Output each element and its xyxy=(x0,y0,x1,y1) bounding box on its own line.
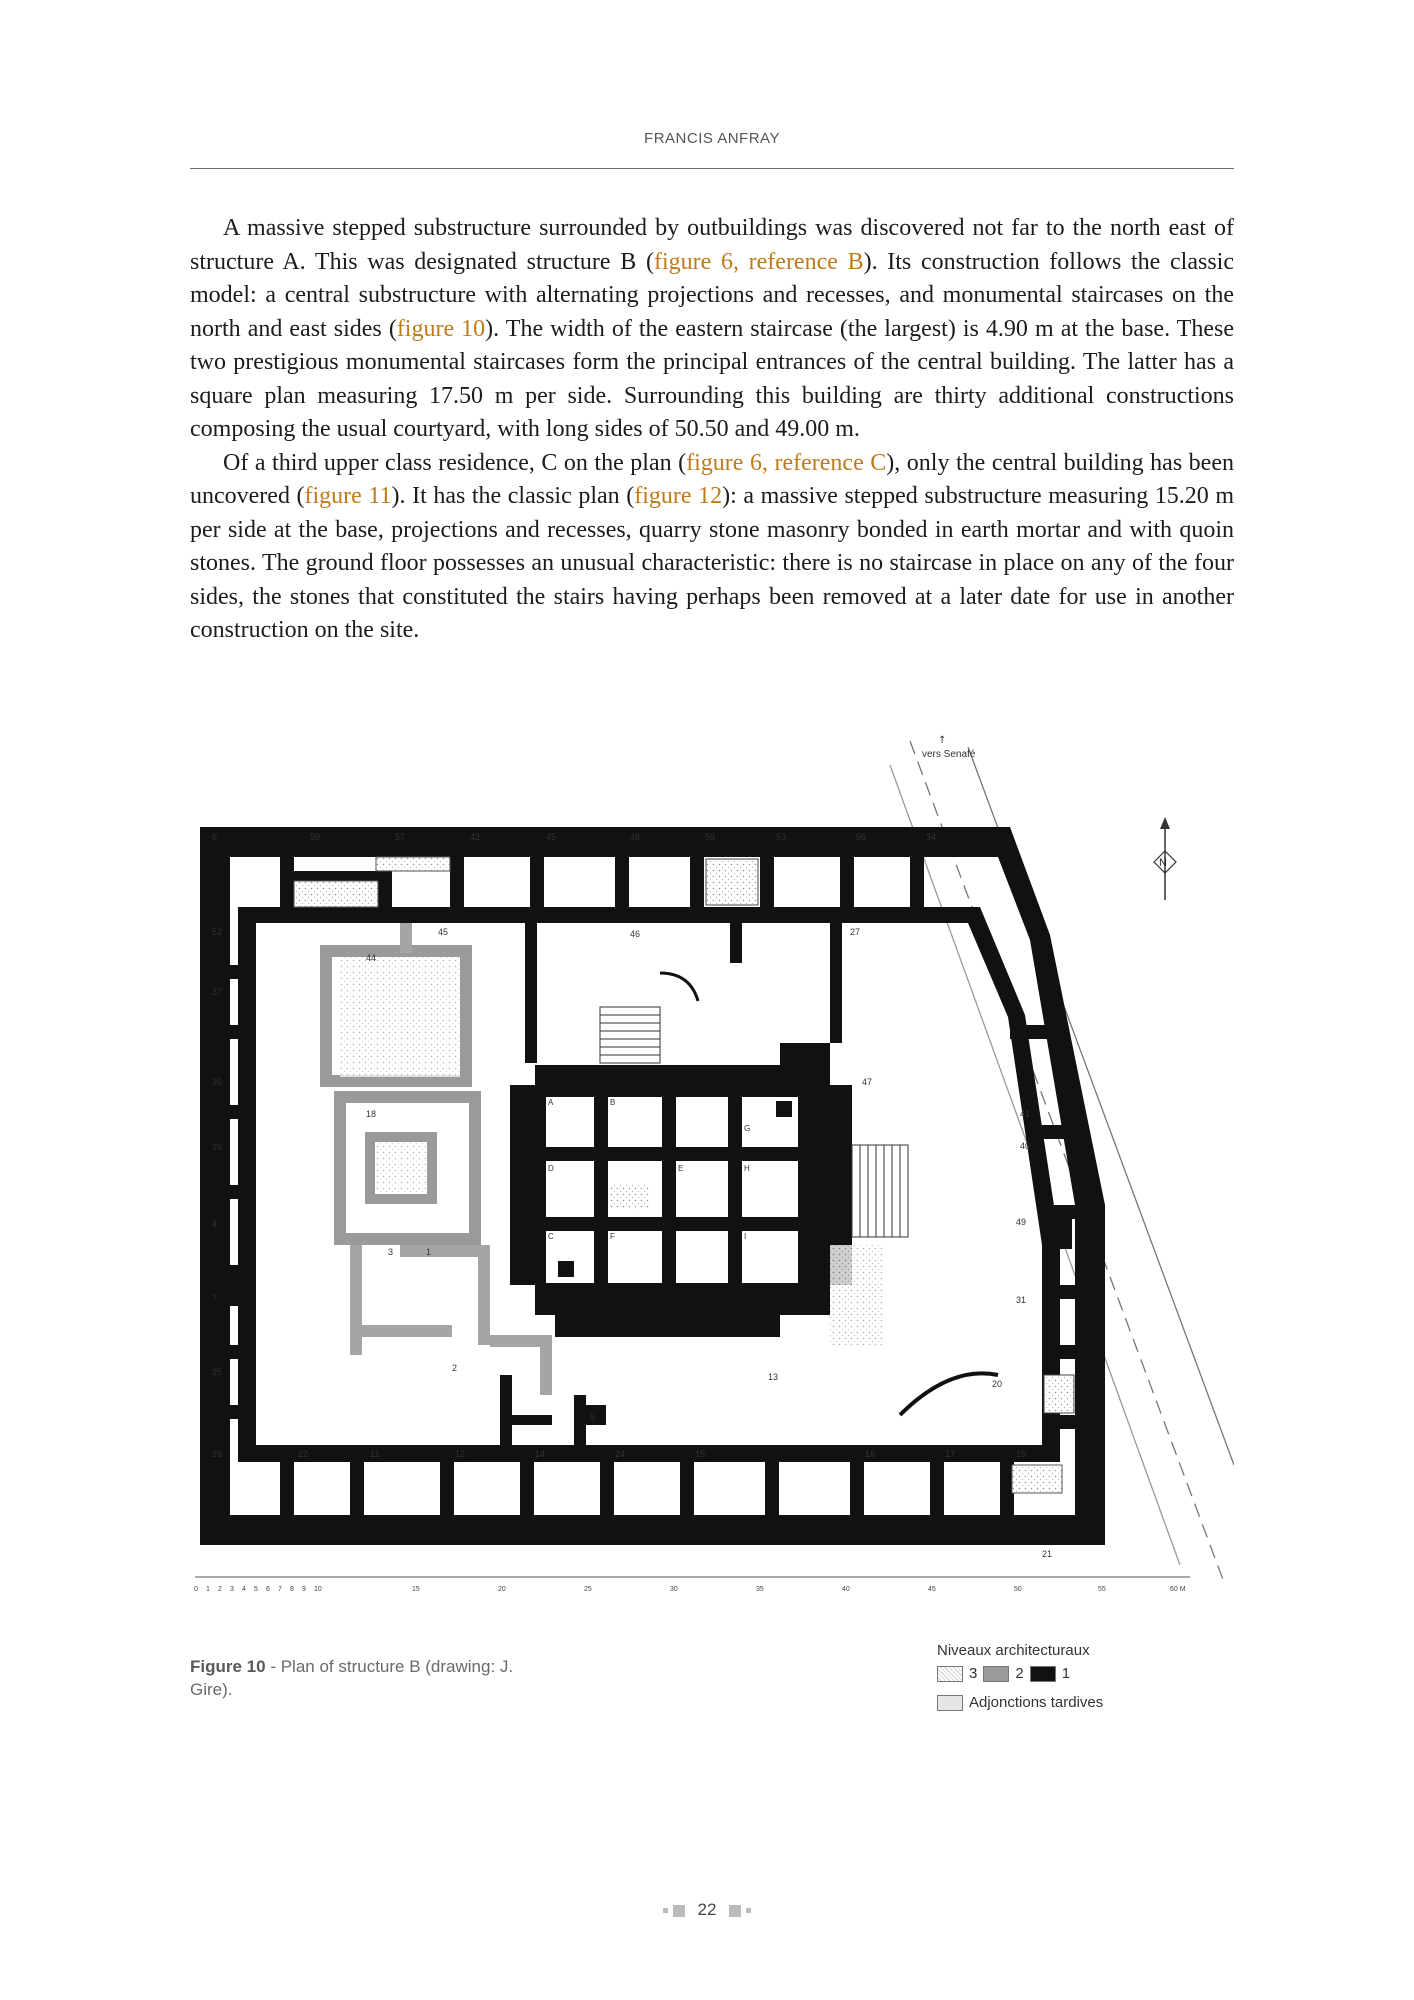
ne-court-walls xyxy=(525,923,842,1063)
svg-text:55: 55 xyxy=(1098,1586,1106,1593)
svg-text:29: 29 xyxy=(212,1142,223,1152)
svg-text:16: 16 xyxy=(865,1449,876,1459)
rubble-room xyxy=(376,857,450,871)
svg-text:15: 15 xyxy=(412,1586,420,1593)
svg-text:31: 31 xyxy=(1016,1295,1027,1305)
svg-text:17: 17 xyxy=(945,1449,956,1459)
svg-text:D: D xyxy=(548,1164,554,1173)
svg-text:58: 58 xyxy=(705,832,716,842)
late-additions-swatch xyxy=(937,1695,963,1711)
paving-area xyxy=(340,957,460,1077)
svg-text:15: 15 xyxy=(1016,1449,1027,1459)
svg-text:57: 57 xyxy=(395,832,406,842)
svg-text:F: F xyxy=(610,1232,615,1241)
svg-text:10: 10 xyxy=(314,1586,322,1593)
svg-text:5: 5 xyxy=(590,1412,596,1422)
svg-text:B: B xyxy=(610,1098,616,1107)
svg-text:56: 56 xyxy=(856,832,867,842)
svg-text:7: 7 xyxy=(212,1293,218,1303)
svg-text:26: 26 xyxy=(212,1449,223,1459)
svg-text:25: 25 xyxy=(584,1586,592,1593)
paragraph-1 xyxy=(190,212,1234,447)
svg-text:14: 14 xyxy=(535,1449,546,1459)
paving-area xyxy=(376,1143,426,1193)
north-arrow-icon xyxy=(1154,817,1176,900)
svg-text:1: 1 xyxy=(206,1586,210,1593)
svg-text:52: 52 xyxy=(212,927,223,937)
page-number: 22 xyxy=(697,1900,717,1919)
legend-title: Niveaux architecturaux xyxy=(937,1642,1090,1659)
rubble-room xyxy=(1044,1375,1074,1413)
structure-b-plan xyxy=(190,725,1234,1605)
svg-text:E: E xyxy=(678,1164,684,1173)
svg-text:40: 40 xyxy=(1020,1141,1031,1151)
central-building xyxy=(510,1043,852,1337)
svg-text:11: 11 xyxy=(370,1449,380,1459)
svg-text:C: C xyxy=(548,1232,554,1241)
square-icon xyxy=(673,1905,685,1917)
rubble-room xyxy=(294,881,378,907)
svg-text:22: 22 xyxy=(298,1449,309,1459)
svg-text:34: 34 xyxy=(926,832,937,842)
scale-bar xyxy=(194,1577,1190,1593)
svg-text:6: 6 xyxy=(266,1586,270,1593)
level-1-label: 1 xyxy=(1061,1665,1071,1682)
svg-text:A: A xyxy=(548,1098,554,1107)
south-inner-walls xyxy=(500,1375,606,1447)
road-label: vers Senafé xyxy=(922,749,976,760)
level-2-label: 2 xyxy=(1015,1665,1024,1682)
courtyard-arc xyxy=(900,1373,998,1415)
svg-text:25: 25 xyxy=(212,1367,223,1377)
figure-reference-link[interactable]: figure 12 xyxy=(634,483,723,509)
svg-text:0: 0 xyxy=(194,1586,198,1593)
square-icon xyxy=(729,1905,741,1917)
text-run: Of a third upper class residence, C on the plan ( xyxy=(223,449,687,476)
figure-caption xyxy=(190,1655,520,1701)
svg-text:41: 41 xyxy=(1020,1109,1031,1119)
level-2-swatch xyxy=(983,1666,1009,1682)
svg-text:2: 2 xyxy=(218,1586,222,1593)
legend-levels xyxy=(937,1665,1167,1682)
svg-text:21: 21 xyxy=(1042,1549,1053,1559)
svg-text:9: 9 xyxy=(302,1586,306,1593)
north-label: N xyxy=(1159,857,1167,869)
west-room-walls xyxy=(200,965,256,1419)
page-footer xyxy=(0,1900,1414,1920)
figure-reference-link[interactable]: figure 11 xyxy=(304,483,392,509)
east-staircase xyxy=(852,1145,908,1237)
svg-text:7: 7 xyxy=(278,1586,282,1593)
svg-text:40: 40 xyxy=(842,1586,850,1593)
svg-text:12: 12 xyxy=(455,1449,466,1459)
paragraph-2 xyxy=(190,447,1234,648)
svg-text:30: 30 xyxy=(670,1586,678,1593)
svg-text:44: 44 xyxy=(366,953,377,963)
svg-text:53: 53 xyxy=(776,832,787,842)
svg-text:20: 20 xyxy=(498,1586,506,1593)
svg-text:I: I xyxy=(744,1232,747,1241)
svg-text:50: 50 xyxy=(1014,1586,1022,1593)
caption-text: - Plan of structure B (drawing: J. Gire). xyxy=(190,1657,514,1699)
svg-text:59: 59 xyxy=(310,832,321,842)
text-run: ). It has the classic plan ( xyxy=(391,483,635,509)
svg-text:45: 45 xyxy=(546,832,557,842)
paving-area xyxy=(830,1245,884,1345)
svg-text:24: 24 xyxy=(615,1449,626,1459)
svg-text:46: 46 xyxy=(630,929,641,939)
text-run: ). Its construction follows the classic model: a central substructure with alternating projections and recesses, and monumental staircases on the north and east sides ( xyxy=(190,248,1234,342)
text-run: ). The width of the eastern staircase (the largest) is 4.90 m at the base. These two prestigious monumental staircases form the principal entrances of the central building. The latter has a square plan measuring 17.50 m per side. Surrounding this building are thirty additional constructions composing the usual courtyard, with long sides of 50.50 and 49.00 m. xyxy=(190,315,1234,442)
svg-text:49: 49 xyxy=(1016,1217,1027,1227)
running-header xyxy=(190,130,1234,169)
svg-text:6: 6 xyxy=(212,832,218,842)
svg-text:G: G xyxy=(744,1124,751,1133)
late-additions-label: Adjonctions tardives xyxy=(969,1694,1104,1711)
square-icon xyxy=(746,1908,751,1913)
svg-text:20: 20 xyxy=(992,1379,1003,1389)
square-icon xyxy=(663,1908,668,1913)
road-arrow: ↑ xyxy=(938,735,947,746)
level-3-swatch xyxy=(937,1666,963,1682)
rubble-room xyxy=(706,859,758,905)
svg-text:8: 8 xyxy=(290,1586,294,1593)
svg-text:42: 42 xyxy=(470,832,481,842)
svg-text:13: 13 xyxy=(768,1372,779,1382)
level-3-label: 3 xyxy=(969,1665,978,1682)
svg-text:4: 4 xyxy=(242,1586,246,1593)
figure-reference-link[interactable]: figure 10 xyxy=(396,315,486,342)
svg-text:3: 3 xyxy=(230,1586,234,1593)
svg-text:47: 47 xyxy=(862,1077,873,1087)
svg-text:1: 1 xyxy=(426,1247,432,1257)
ne-arc xyxy=(660,973,698,1001)
svg-text:27: 27 xyxy=(850,927,861,937)
north-staircase xyxy=(600,1007,660,1063)
rubble-room xyxy=(1012,1465,1062,1493)
svg-text:4: 4 xyxy=(212,1219,218,1229)
figure-label: Figure 10 xyxy=(190,1657,266,1676)
svg-text:45: 45 xyxy=(438,927,449,937)
svg-text:48: 48 xyxy=(630,832,641,842)
text-run: ), only the central building has been uncovered ( xyxy=(190,449,1234,509)
svg-text:45: 45 xyxy=(928,1586,936,1593)
level-1-swatch xyxy=(1030,1666,1056,1682)
text-run: A massive stepped substructure surrounded by outbuildings was discovered not far to the north east of structure A. This was designated structure B ( xyxy=(190,215,1234,275)
svg-text:37: 37 xyxy=(212,987,223,997)
figure-reference-link[interactable]: figure 6, reference C xyxy=(686,449,887,476)
legend-late xyxy=(937,1694,1167,1711)
svg-text:2: 2 xyxy=(452,1363,458,1373)
text-run: ): a massive stepped substructure measuring 15.20 m per side at the base, projections and recesses, quarry stone masonry bonded in earth mortar and with quoin stones. The ground floor possesses an unusual characteristic: there is no staircase in place on any of the four sides, the stones that constituted the stairs having perhaps been removed at a later date for use in another construction on the site. xyxy=(190,483,1235,643)
svg-text:5: 5 xyxy=(254,1586,258,1593)
svg-text:35: 35 xyxy=(756,1586,764,1593)
svg-text:15: 15 xyxy=(695,1449,706,1459)
svg-text:18: 18 xyxy=(366,1109,377,1119)
svg-text:60 M: 60 M xyxy=(1170,1586,1186,1593)
body-text xyxy=(190,212,1234,648)
svg-text:H: H xyxy=(744,1164,750,1173)
author-name: FRANCIS ANFRAY xyxy=(644,130,780,147)
figure-reference-link[interactable]: figure 6, reference B xyxy=(653,248,864,275)
svg-text:35: 35 xyxy=(212,1077,223,1087)
svg-text:3: 3 xyxy=(388,1247,394,1257)
legend xyxy=(937,1642,1167,1723)
